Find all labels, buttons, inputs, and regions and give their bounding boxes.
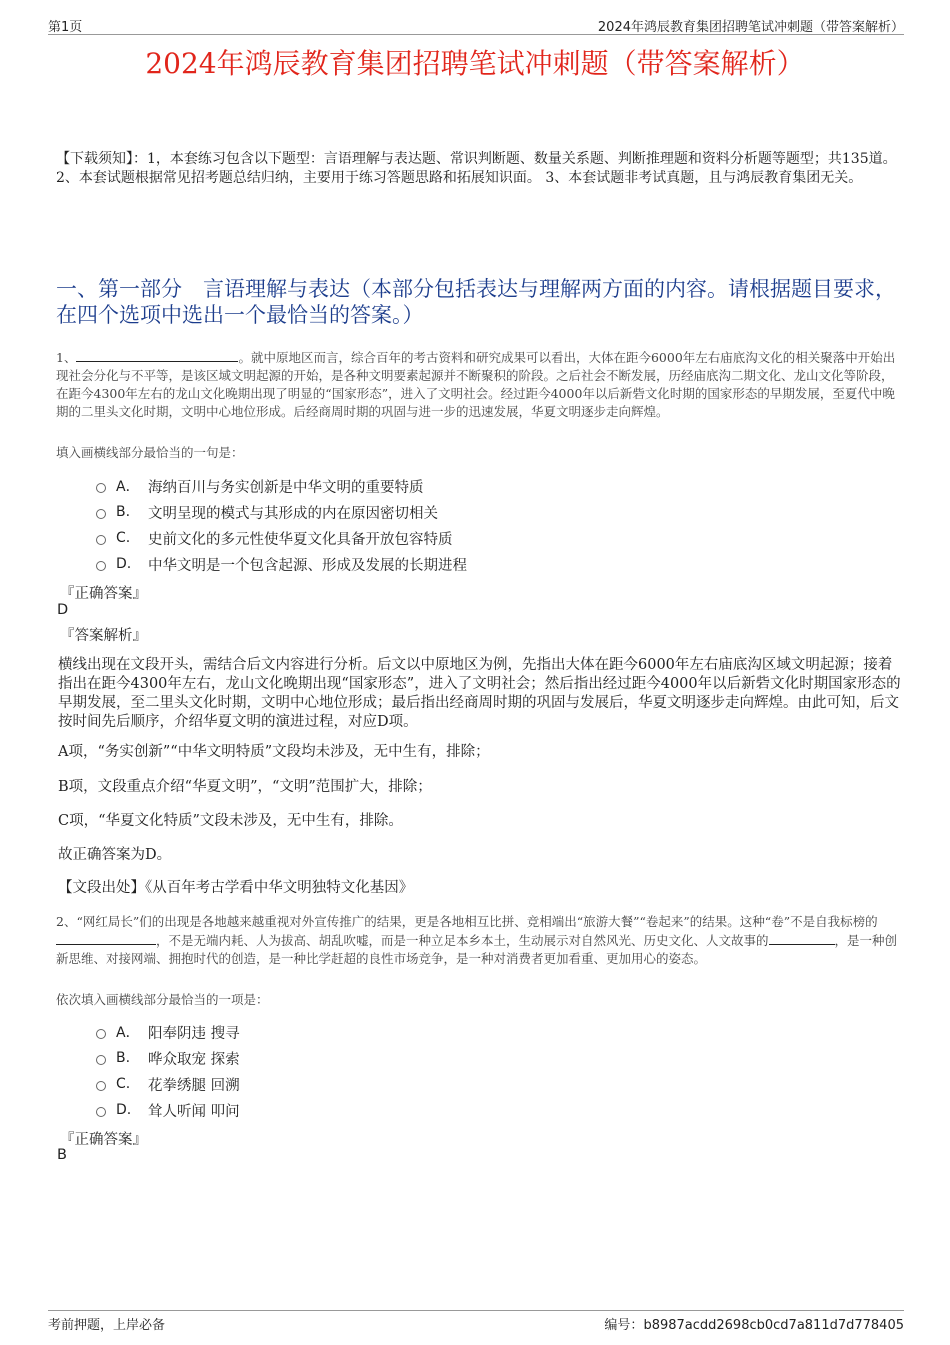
question-2-body-2: ，不是无端内耗、人为拔高、胡乱吹嘘，而是一种立足本乡本土，生动展示对自然风光、历史文化、人文故事的 [156, 933, 769, 948]
question-1-option-d[interactable]: D. 中华文明是一个包含起源、形成及发展的长期进程 [96, 551, 467, 577]
option-text: 海纳百川与务实创新是中华文明的重要特质 [148, 479, 424, 496]
option-text: 中华文明是一个包含起源、形成及发展的长期进程 [148, 557, 467, 574]
question-1-source: 【文段出处】《从百年考古学看中华文明独特文化基因》 [58, 880, 414, 896]
question-2-answer-label: 『正确答案』 [60, 1132, 147, 1148]
question-1-conclusion: 故正确答案为D。 [58, 847, 172, 863]
question-2-option-c[interactable]: C. 花拳绣腿 回溯 [96, 1071, 240, 1097]
radio-icon[interactable] [96, 535, 106, 545]
page-header [48, 14, 904, 35]
radio-icon[interactable] [96, 1055, 106, 1065]
question-1-option-c[interactable]: C. 史前文化的多元性使华夏文化具备开放包容特质 [96, 525, 467, 551]
question-1-option-b[interactable]: B. 文明呈现的模式与其形成的内在原因密切相关 [96, 499, 467, 525]
question-2-option-a[interactable]: A． 阳奉阴违 搜寻 [96, 1019, 240, 1045]
option-text: 耸人听闻 叩问 [148, 1103, 240, 1120]
question-2-blank-2 [769, 931, 835, 945]
option-text: 阳奉阴违 搜寻 [148, 1025, 240, 1042]
question-1-answer-label: 『正确答案』 [60, 586, 147, 602]
header-doc-title: 2024年鸿辰教育集团招聘笔试冲刺题（带答案解析） [597, 20, 904, 35]
option-text: 文明呈现的模式与其形成的内在原因密切相关 [148, 505, 438, 522]
question-1-analysis-c: C项，“华夏文化特质”文段未涉及，无中生有，排除。 [58, 813, 403, 829]
question-1-number: 1、 [56, 350, 77, 365]
question-1-options [96, 473, 467, 577]
radio-icon[interactable] [96, 509, 106, 519]
option-text: 史前文化的多元性使华夏文化具备开放包容特质 [148, 531, 453, 548]
radio-icon[interactable] [96, 1029, 106, 1039]
question-2-blank-1 [56, 931, 156, 945]
radio-icon[interactable] [96, 561, 106, 571]
footer-slogan: 考前押题，上岸必备 [48, 1318, 166, 1333]
question-1-analysis-b: B项，文段重点介绍“华夏文明”，“文明”范围扩大，排除； [58, 779, 432, 795]
option-text: 花拳绣腿 回溯 [148, 1077, 240, 1094]
document-title: 2024年鸿辰教育集团招聘笔试冲刺题（带答案解析） [145, 47, 805, 80]
question-1-answer: D [57, 602, 69, 618]
question-2-body-1: “网红局长”们的出现是各地越来越重视对外宣传推广的结果，更是各地相互比拼、竞相端出“旅游大餐”“卷起来”的结果。这种“卷”不是自我标榜的 [76, 914, 878, 929]
radio-icon[interactable] [96, 1107, 106, 1117]
question-2-text [56, 913, 902, 968]
question-1-prompt: 填入画横线部分最恰当的一句是： [56, 445, 244, 460]
question-2-options [96, 1019, 240, 1123]
question-1-analysis-label: 『答案解析』 [60, 628, 147, 644]
footer-code-value: b8987acdd2698cb0cd7a811d7d778405 [643, 1318, 904, 1333]
option-text: 哗众取宠 探索 [148, 1051, 240, 1068]
footer-code [604, 1314, 904, 1333]
download-notice: 【下载须知】：1，本套练习包含以下题型：言语理解与表达题、常识判断题、数量关系题、判断推理题和资料分析题等题型；共135道。 2、本套试题根据常见招考题总结归纳，主要用于练习答题思路和拓展知识面。 3、本套试题非考试真题，且与鸿辰教育集团无关。 [56, 151, 897, 186]
radio-icon[interactable] [96, 1081, 106, 1091]
question-2-option-d[interactable]: D. 耸人听闻 叩问 [96, 1097, 240, 1123]
question-2-body-3: ，是一种创新思维、对接网端、拥抱时代的创造，是一种比学赶超的良性市场竞争，是一种对消费者更加看重、更加用心的姿态。 [56, 933, 898, 966]
page-number: 第1页 [48, 20, 83, 35]
question-1-text [56, 348, 902, 421]
question-2-option-b[interactable]: B. 哗众取宠 探索 [96, 1045, 240, 1071]
question-1-option-a[interactable]: A． 海纳百川与务实创新是中华文明的重要特质 [96, 473, 467, 499]
question-1-body: 。就中原地区而言，综合百年的考古资料和研究成果可以看出，大体在距今6000年左右庙底沟文化的相关聚落中开始出现社会分化与不平等，是该区域文明起源的开始，是各种文明要素起源并不断聚积的阶段。之后社会不断发展，历经庙底沟二期文化、龙山文化等阶段，在距今4300年左右的龙山文化晚期出现了明显的“国家形态”，进入了文明社会。经过距今4000年以后新砦文化时期的国家形态的早期发展，至夏代中晚期的二里头文化时期，文明中心地位形成。后经商周时期的巩固与进一步的迅速发展，华夏文明逐步走向辉煌。 [56, 350, 896, 419]
footer-code-label: 编号： [604, 1318, 644, 1333]
question-1-analysis-a: A项，“务实创新”“中华文明特质”文段均未涉及，无中生有，排除； [58, 744, 490, 760]
question-2-prompt: 依次填入画横线部分最恰当的一项是： [56, 992, 269, 1007]
page-footer [48, 1310, 904, 1331]
question-1-analysis-main: 横线出现在文段开头，需结合后文内容进行分析。后文以中原地区为例，先指出大体在距今6000年左右庙底沟区域文明起源；接着指出在距今4300年左右，龙山文化晚期出现“国家形态”，进入了文明社会；然后指出经过距今4000年以后新砦文化时期国家形态的早期发展，至二里头文化时期，文明中心地位形成；最后指出经商周时期的巩固与发展后，华夏文明逐步走向辉煌。由此可知，后文按时间先后顺序，介绍华夏文明的演进过程，对应D项。 [58, 657, 901, 730]
radio-icon[interactable] [96, 483, 106, 493]
section-heading: 一、第一部分 言语理解与表达（本部分包括表达与理解两方面的内容。请根据题目要求，在四个选项中选出一个最恰当的答案。） [56, 277, 896, 327]
question-2-number: 2、 [56, 914, 77, 929]
question-1-blank [76, 348, 238, 362]
question-2-answer: B [57, 1147, 67, 1163]
